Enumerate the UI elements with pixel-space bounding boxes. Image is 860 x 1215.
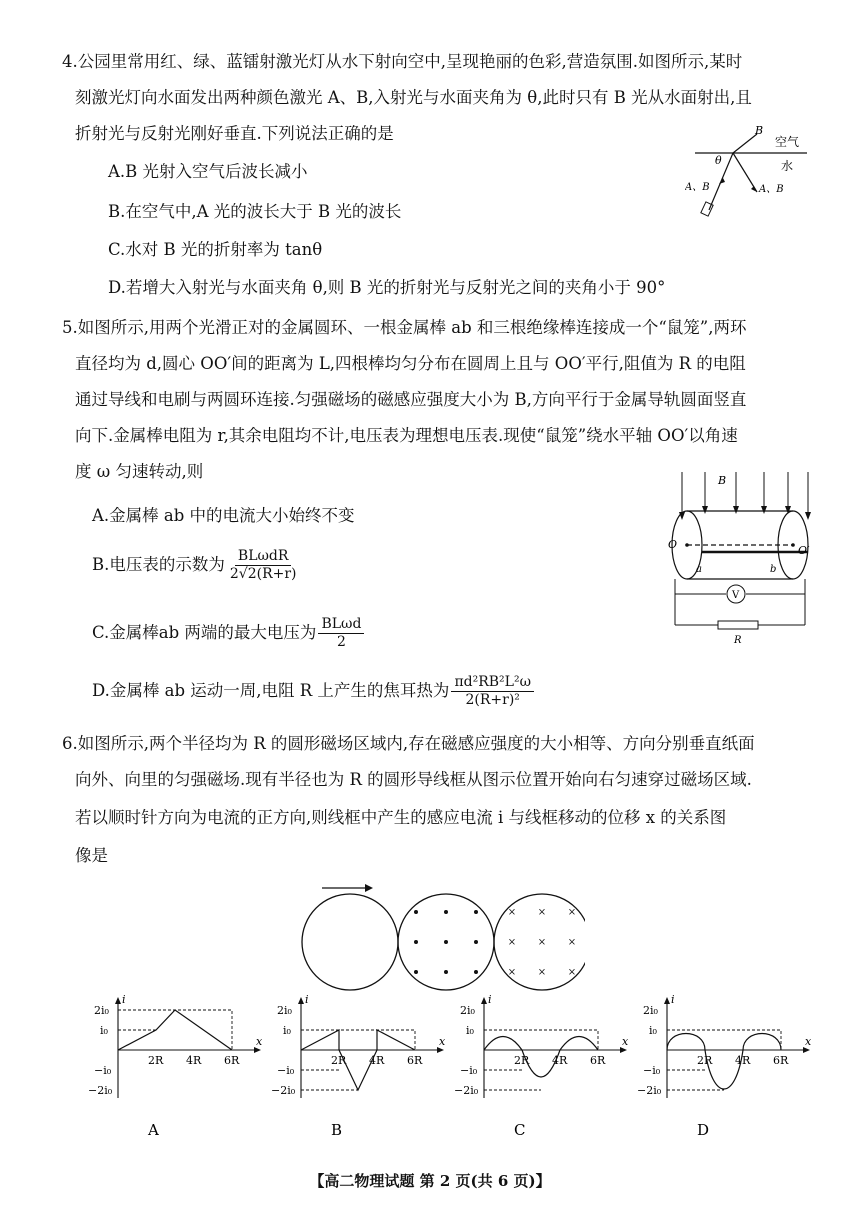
svg-text:i₀: i₀ — [466, 1024, 474, 1037]
svg-text:i₀: i₀ — [283, 1024, 291, 1037]
svg-text:4R: 4R — [186, 1054, 202, 1067]
q4-option-d: D.若增大入射光与水面夹角 θ,则 B 光的折射光与反射光之间的夹角小于 90° — [108, 278, 666, 297]
q6-stem-line-3: 若以顺时针方向为电流的正方向,则线框中产生的感应电流 i 与线框移动的位移 x 的关系图 — [75, 808, 727, 827]
svg-text:4R: 4R — [735, 1054, 751, 1067]
graph-b — [271, 995, 446, 1139]
svg-text:−2i₀: −2i₀ — [454, 1084, 479, 1097]
svg-text:x: x — [439, 1035, 446, 1048]
svg-text:6R: 6R — [773, 1054, 789, 1067]
refracted-label: B — [755, 124, 764, 137]
svg-text:×: × — [567, 937, 577, 948]
svg-text:i: i — [305, 995, 309, 1006]
svg-text:x: x — [622, 1035, 629, 1048]
svg-text:×: × — [507, 967, 517, 978]
svg-text:×: × — [537, 937, 547, 948]
svg-text:×: × — [507, 907, 517, 918]
fraction-numerator: BLωd — [318, 616, 364, 634]
graph-label-c: C — [514, 1121, 526, 1139]
q4-stem-line-3: 折射光与反射光刚好垂直.下列说法正确的是 — [75, 124, 394, 143]
fraction-denominator: 2√2(R+r) — [229, 566, 297, 582]
reflected-label: A、B — [759, 184, 784, 195]
svg-text:i: i — [671, 995, 675, 1006]
q5-option-d — [92, 674, 536, 709]
q6-stem-line-4: 像是 — [75, 846, 108, 865]
svg-text:×: × — [537, 907, 547, 918]
q5-option-a: A.金属棒 ab 中的电流大小始终不变 — [92, 506, 355, 525]
q5-option-d-fraction — [451, 674, 534, 709]
svg-text:−2i₀: −2i₀ — [88, 1084, 113, 1097]
svg-text:i: i — [122, 995, 126, 1006]
q4-stem-line-2: 刻激光灯向水面发出两种颜色激光 A、B,入射光与水面夹角为 θ,此时只有 B 光从水面射出,且 — [75, 88, 752, 107]
graph-label-b: B — [331, 1121, 343, 1139]
svg-text:6R: 6R — [590, 1054, 606, 1067]
q5-mouse-cage-figure — [660, 468, 820, 648]
q5-option-b-fraction — [227, 548, 300, 583]
theta-label: θ — [715, 154, 722, 167]
voltmeter-label: V — [732, 590, 740, 601]
svg-text:x: x — [805, 1035, 812, 1048]
svg-text:i₀: i₀ — [649, 1024, 657, 1037]
q5-stem-line-5: 度 ω 匀速转动,则 — [75, 462, 204, 481]
svg-text:6R: 6R — [224, 1054, 240, 1067]
svg-text:×: × — [537, 967, 547, 978]
svg-text:i: i — [488, 995, 492, 1006]
q5-stem-line-3: 通过导线和电刷与两圆环连接.匀强磁场的磁感应强度大小为 B,方向平行于金属导轨圆面竖直 — [75, 390, 747, 409]
svg-text:2R: 2R — [514, 1054, 530, 1067]
q4-option-c: C.水对 B 光的折射率为 tanθ — [108, 240, 323, 259]
fraction-numerator: BLωdR — [235, 548, 292, 566]
svg-text:−2i₀: −2i₀ — [271, 1084, 296, 1097]
svg-text:2i₀: 2i₀ — [460, 1004, 475, 1017]
graph-c — [454, 995, 629, 1139]
q5-option-c-text: C.金属棒ab 两端的最大电压为 — [92, 623, 317, 642]
incident-label: A、B — [685, 182, 710, 193]
page-footer: 【高二物理试题 第 2 页(共 6 页)】 — [309, 1172, 551, 1190]
graph-container — [88, 995, 812, 1139]
graph-label-a: A — [148, 1121, 159, 1139]
field-label-b: B — [718, 474, 727, 487]
svg-text:×: × — [567, 907, 577, 918]
svg-text:4R: 4R — [369, 1054, 385, 1067]
moving-loop — [302, 894, 398, 990]
q5-option-b-text: B.电压表的示数为 — [92, 555, 225, 574]
svg-text:2i₀: 2i₀ — [277, 1004, 292, 1017]
resistor-label: R — [734, 635, 742, 646]
svg-text:i₀: i₀ — [100, 1024, 108, 1037]
svg-text:x: x — [256, 1035, 263, 1048]
svg-text:−i₀: −i₀ — [460, 1064, 478, 1077]
fraction-denominator: 2 — [336, 634, 346, 650]
svg-text:2i₀: 2i₀ — [643, 1004, 658, 1017]
q4-stem-line-1: 4.公园里常用红、绿、蓝镭射激光灯从水下射向空中,呈现艳丽的色彩,营造氛围.如图所示,某时 — [62, 52, 743, 71]
graph-d — [637, 995, 812, 1139]
svg-text:2R: 2R — [148, 1054, 164, 1067]
q5-option-b — [92, 548, 302, 583]
q4-option-a: A.B 光射入空气后波长减小 — [108, 162, 308, 181]
q5-stem-line-4: 向下.金属棒电阻为 r,其余电阻均不计,电压表为理想电压表.现使“鼠笼”绕水平轴 OO′以角速 — [75, 426, 738, 445]
svg-text:−i₀: −i₀ — [643, 1064, 661, 1077]
svg-text:2R: 2R — [331, 1054, 347, 1067]
graph-label-d: D — [697, 1121, 710, 1139]
svg-text:4R: 4R — [552, 1054, 568, 1067]
graph-a — [88, 995, 263, 1139]
q5-option-c — [92, 616, 366, 651]
q6-circles-figure — [295, 875, 585, 995]
center-o-label: O — [668, 538, 678, 551]
rod-end-b-label: b — [770, 564, 777, 575]
svg-text:×: × — [567, 967, 577, 978]
fraction-numerator: πd²RB²L²ω — [451, 674, 534, 692]
svg-text:2R: 2R — [697, 1054, 713, 1067]
svg-text:2i₀: 2i₀ — [94, 1004, 109, 1017]
q5-option-d-text: D.金属棒 ab 运动一周,电阻 R 上产生的焦耳热为 — [92, 681, 450, 700]
svg-text:−2i₀: −2i₀ — [637, 1084, 662, 1097]
svg-text:×: × — [507, 937, 517, 948]
water-label: 水 — [781, 159, 794, 173]
fraction-denominator: 2(R+r)² — [465, 692, 520, 708]
q5-stem-line-2: 直径均为 d,圆心 OO′间的距离为 L,四根棒均匀分布在圆周上且与 OO′平行,阻值为 R 的电阻 — [75, 354, 746, 373]
svg-text:−i₀: −i₀ — [94, 1064, 112, 1077]
q4-refraction-figure — [685, 120, 815, 220]
air-label: 空气 — [775, 135, 800, 149]
q5-stem-line-1: 5.如图所示,用两个光滑正对的金属圆环、一根金属棒 ab 和三根绝缘棒连接成一个“鼠笼”,两环 — [62, 318, 747, 337]
rod-end-a-label: a — [696, 564, 702, 575]
q6-answer-graphs — [70, 995, 830, 1150]
q6-stem-line-2: 向外、向里的匀强磁场.现有半径也为 R 的圆形导线框从图示位置开始向右匀速穿过磁场区域. — [75, 770, 752, 789]
svg-text:6R: 6R — [407, 1054, 423, 1067]
q4-option-b: B.在空气中,A 光的波长大于 B 光的波长 — [108, 202, 402, 221]
q6-stem-line-1: 6.如图所示,两个半径均为 R 的圆形磁场区域内,存在磁感应强度的大小相等、方向分别垂直纸面 — [62, 734, 755, 753]
q5-option-c-fraction — [318, 616, 364, 651]
center-o-prime-label: O′ — [798, 544, 810, 557]
svg-text:−i₀: −i₀ — [277, 1064, 295, 1077]
